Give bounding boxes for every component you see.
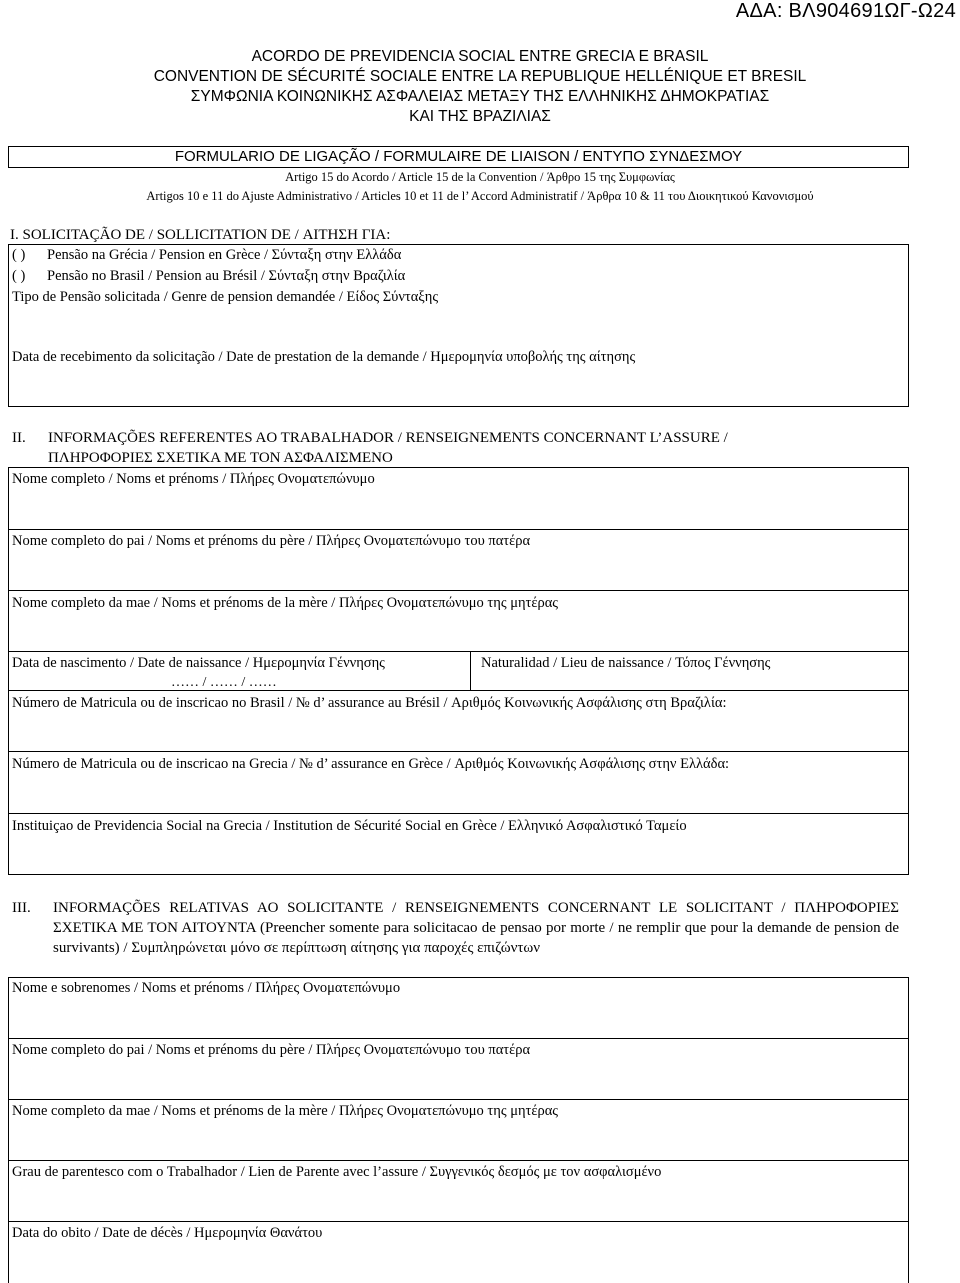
birth-date-value[interactable]: …… / …… / …… (171, 675, 277, 690)
applicant-full-name-label: Nome e sobrenomes / Noms et prénoms / Πλήρες Ονοματεπώνυμο (12, 980, 401, 996)
birth-date-label: Data de nascimento / Date de naissance / Ημερομηνία Γέννησης (12, 655, 385, 671)
divider (8, 590, 909, 591)
option-2-label: Pensão no Brasil / Pension au Brésil / Σύνταξη στην Βραζιλία (47, 268, 406, 284)
divider (8, 751, 909, 752)
section-3-number: III. (12, 900, 31, 916)
death-date-label: Data do obito / Date de décès / Ημερομηνία Θανάτου (12, 1225, 323, 1241)
form-title-box (8, 146, 909, 168)
divider (470, 651, 471, 690)
section-2-title-line-2: ΠΛΗΡΟΦΟΡΙΕΣ ΣΧΕΤΙΚΑ ΜΕ ΤΟΝ ΑΣΦΑΛΙΣΜΕΝΟ (48, 450, 393, 466)
pension-type-label: Tipo de Pensão solicitada / Genre de pension demandée / Είδος Σύνταξης (12, 289, 439, 305)
option-2-checkbox[interactable]: ( ) (12, 268, 26, 284)
applicant-father-name-label: Nome completo do pai / Noms et prénoms du père / Πλήρες Ονοματεπώνυμο του πατέρα (12, 1042, 531, 1058)
article-line: Artigo 15 do Acordo / Article 15 de la Convention / Άρθρο 15 της Συμφωνίας (285, 170, 675, 184)
form-title: FORMULARIO DE LIGAÇÃO / FORMULAIRE DE LIAISON / ΕΝΤΥΠΟ ΣΥΝΔΕΣΜΟΥ (174, 148, 743, 165)
header-line-2: CONVENTION DE SÉCURITÉ SOCIALE ENTRE LA REPUBLIQUE HELLÉNIQUE ET BRESIL (153, 68, 807, 85)
divider (8, 1160, 909, 1161)
section-2-title-line-1: INFORMAÇÕES REFERENTES AO TRABALHADOR / RENSEIGNEMENTS CONCERNANT L’ASSURE / (48, 430, 728, 446)
divider (8, 813, 909, 814)
worker-full-name-label: Nome completo / Noms et prénoms / Πλήρες Ονοματεπώνυμο (12, 471, 375, 487)
divider (8, 1221, 909, 1222)
ada-code: ΑΔΑ: ΒΛ904691ΩΓ-Ω24 (735, 0, 956, 22)
receipt-date-label: Data de recebimento da solicitação / Date de prestation de la demande / Ημερομηνία υποβολής της αίτησης (12, 349, 636, 365)
divider (8, 651, 909, 652)
divider (8, 529, 909, 530)
header-line-4: ΚΑΙ ΤΗΣ ΒΡΑΖΙΛΙΑΣ (409, 108, 551, 125)
applicant-mother-name-label: Nome completo da mae / Noms et prénoms de la mère / Πλήρες Ονοματεπώνυμο της μητέρας (12, 1103, 559, 1119)
divider (8, 690, 909, 691)
header-line-1: ACORDO DE PREVIDENCIA SOCIAL ENTRE GRECIA E BRASIL (251, 48, 709, 65)
header-line-3: ΣΥΜΦΩΝΙΑ ΚΟΙΝΩΝΙΚΗΣ ΑΣΦΑΛΕΙΑΣ ΜΕΤΑΞΥ ΤΗΣ ΕΛΛΗΝΙΚΗΣ ΔΗΜΟΚΡΑΤΙΑΣ (190, 88, 770, 105)
option-1-label: Pensão na Grécia / Pension en Grèce / Σύνταξη στην Ελλάδα (47, 247, 402, 263)
divider (8, 1099, 909, 1100)
divider (8, 1038, 909, 1039)
section-1-title: I. SOLICITAÇÃO DE / SOLLICITATION DE / ΑΙΤΗΣΗ ΓΙΑ: (10, 227, 391, 243)
brazil-registration-label: Número de Matricula ou de inscricao no Brasil / № d’ assurance au Brésil / Αριθμός Κοινωνικής Ασφάλισης στη Βραζιλία: (12, 695, 727, 711)
greece-registration-label: Número de Matricula ou de inscricao na Grecia / № d’ assurance en Grèce / Αριθμός Κοινωνικής Ασφάλισης στην Ελλάδα: (12, 756, 730, 772)
relationship-label: Grau de parentesco com o Trabalhador / Lien de Parente avec l’assure / Συγγενικός δεσμός με τον ασφαλισμένο (12, 1164, 662, 1180)
worker-mother-name-label: Nome completo da mae / Noms et prénoms de la mère / Πλήρες Ονοματεπώνυμο της μητέρας (12, 595, 559, 611)
institution-label: Instituiçao de Previdencia Social na Grecia / Institution de Sécurité Social en Grèce / Ελληνικό Ασφαλιστικό Ταμείο (12, 818, 687, 834)
section-2-number: II. (12, 430, 26, 446)
worker-father-name-label: Nome completo do pai / Noms et prénoms du père / Πλήρες Ονοματεπώνυμο του πατέρα (12, 533, 531, 549)
articles-line: Artigos 10 e 11 do Ajuste Administrativo / Articles 10 et 11 de l’ Accord Administratif / Άρθρα 10 & 11 του Διοικητικού Κανονισμού (146, 189, 814, 203)
birth-place-label: Naturalidad / Lieu de naissance / Τόπος Γέννησης (481, 655, 771, 671)
section-3-title: INFORMAÇÕES RELATIVAS AO SOLICITANTE / RENSEIGNEMENTS CONCERNANT LE SOLICITANT / ΠΛΗΡΟΦΟΡΙΕΣ ΣΧΕΤΙΚΑ ΜΕ ΤΟΝ ΑΙΤΟΥΝΤΑ (Preencher somente para solicitacao de pensao por morte / ne remplir que pour la demande de pension de survivants) / Συμπληρώνεται μόνο σε περίπτωση αίτησης για παροχές επιζώντων (53, 900, 899, 956)
option-1-checkbox[interactable]: ( ) (12, 247, 26, 263)
